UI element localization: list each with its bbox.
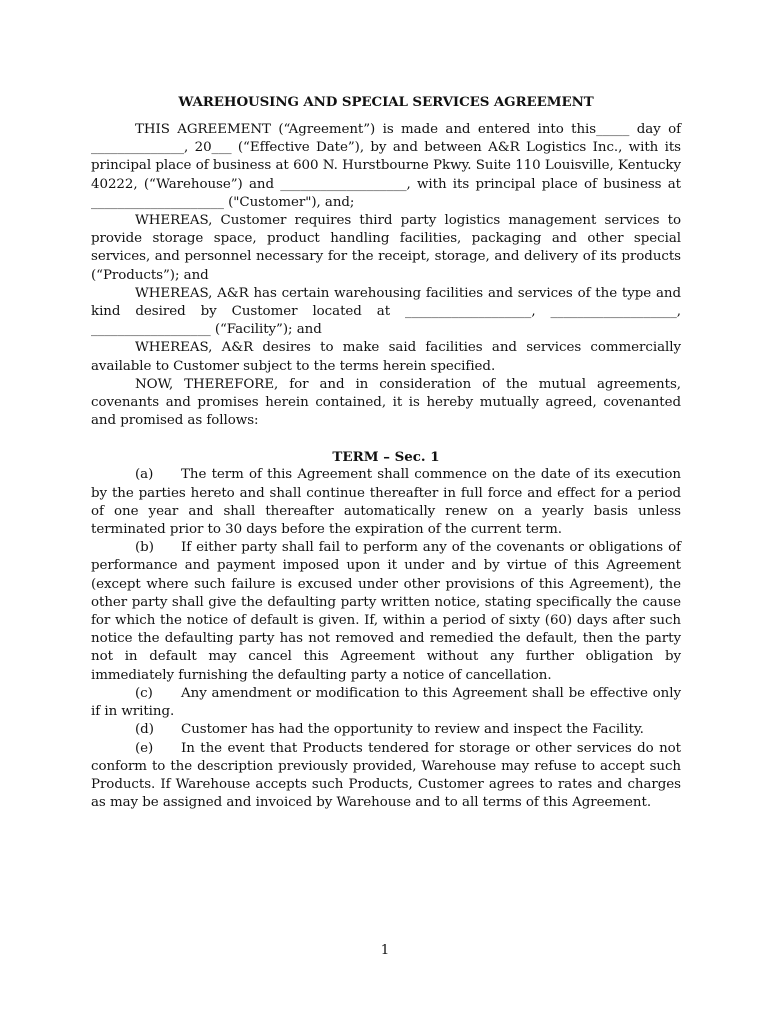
section-1-items [91, 466, 681, 812]
section-1-item-c [91, 685, 681, 721]
preamble-paragraph-whereas-2: WHEREAS, A&R has certain warehousing facilities and services of the type and kind desired by Customer located at ___________________, ___________________, __________________ (“Facility”); and [91, 285, 681, 338]
preamble-paragraph-whereas-1: WHEREAS, Customer requires third party logistics management services to provide storage space, product handling facilities, packaging and other special services, and personnel necessary for the receipt, storage, and delivery of its products (“Products”); and [91, 213, 681, 283]
section-1-item-b [91, 539, 681, 685]
section-1-item-e [91, 740, 681, 813]
item-text: In the event that Products tendered for storage or other services do not conform to the description previously provided, Warehouse may refuse to accept such Products. If Warehouse accepts such Products, Customer agrees to rates and charges as may be assigned and invoiced by Warehouse and to all terms of this Agreement. [91, 740, 681, 811]
item-label: (b) [135, 540, 154, 556]
page-number: 1 [380, 943, 390, 958]
preamble-paragraph-agreement: THIS AGREEMENT (“Agreement”) is made and entered into this_____ day of ______________, 20___ (“Effective Date”), by and between A&R Logistics Inc., with its principal place of business at 600 N. Hurstbourne Pkwy. Suite 110 Louisville, Kentucky 40222, (“Warehouse”) and ___________________, with its principal place of business at ____________________ ("Customer"), and; [91, 122, 681, 210]
preamble-paragraph-now-therefore: NOW, THEREFORE, for and in consideration of the mutual agreements, covenants and promises herein contained, it is hereby mutually agreed, covenanted and promised as follows: [91, 376, 681, 429]
item-text: Any amendment or modification to this Agreement shall be effective only if in writing. [91, 685, 681, 720]
item-label: (c) [135, 685, 153, 701]
section-1-item-a [91, 466, 681, 539]
item-label: (d) [135, 722, 154, 738]
item-label: (e) [135, 740, 154, 756]
preamble [91, 121, 681, 430]
item-text: The term of this Agreement shall commence on the date of its execution by the parties hereto and shall continue thereafter in full force and effect for a period of one year and shall thereafter automatically renew on a yearly basis unless terminated prior to 30 days before the expiration of the current term. [91, 467, 681, 538]
section-1-heading: TERM – Sec. 1 [332, 449, 440, 466]
document-page [91, 93, 681, 812]
item-text: Customer has had the opportunity to review and inspect the Facility. [181, 722, 644, 738]
item-label: (a) [135, 467, 154, 483]
section-1-item-d [91, 721, 681, 739]
item-text: If either party shall fail to perform any of the covenants or obligations of performance and payment imposed upon it under and by virtue of this Agreement (except where such failure is excused under other provisions of this Agreement), the other party shall give the defaulting party written notice, stating specifically the cause for which the notice of default is given. If, within a period of sixty (60) days after such notice the defaulting party has not removed and remedied the default, then the party not in default may cancel this Agreement without any further obligation by immediately furnishing the defaulting party a notice of cancellation. [91, 540, 681, 683]
document-title: WAREHOUSING AND SPECIAL SERVICES AGREEMENT [178, 94, 594, 110]
preamble-paragraph-whereas-3: WHEREAS, A&R desires to make said facilities and services commercially available to Customer subject to the terms herein specified. [91, 340, 681, 374]
